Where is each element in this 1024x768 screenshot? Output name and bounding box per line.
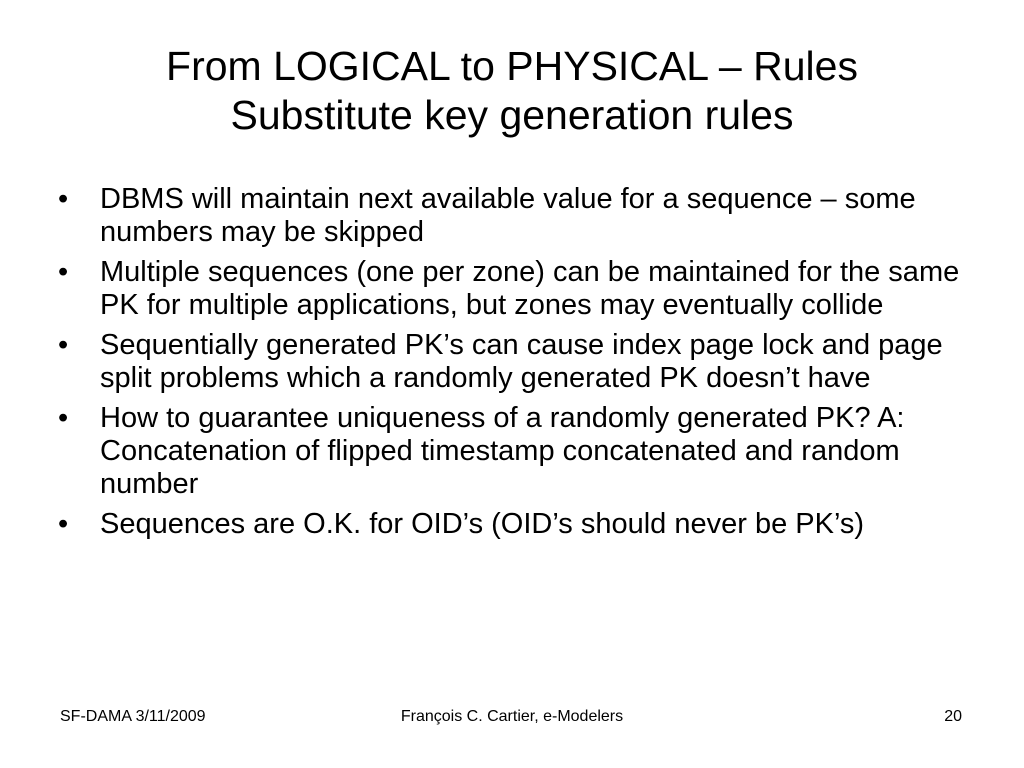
footer-author: François C. Cartier, e-Modelers	[400, 708, 624, 725]
bullet-text: Multiple sequences (one per zone) can be maintained for the same PK for multiple applications, but zones may eventually collide	[100, 256, 960, 321]
slide-title-line-2: Substitute key generation rules	[230, 92, 794, 138]
bullet-list	[58, 183, 978, 548]
bullet-text: How to guarantee uniqueness of a randomly generated PK? A: Concatenation of flipped timestamp concatenated and random number	[100, 402, 905, 500]
bullet-item	[58, 402, 978, 501]
bullet-marker: •	[58, 402, 69, 434]
bullet-item	[58, 256, 978, 322]
bullet-text: DBMS will maintain next available value for a sequence – some numbers may be skipped	[100, 183, 916, 248]
footer-page-number: 20	[944, 708, 962, 725]
slide-title-line-1: From LOGICAL to PHYSICAL – Rules	[166, 43, 858, 89]
bullet-marker: •	[58, 256, 69, 288]
slide-title	[40, 42, 984, 140]
footer-event-date: SF-DAMA 3/11/2009	[60, 708, 206, 725]
bullet-marker: •	[58, 329, 69, 361]
bullet-text: Sequences are O.K. for OID’s (OID’s should never be PK’s)	[100, 508, 865, 540]
bullet-marker: •	[58, 508, 69, 540]
bullet-item	[58, 329, 978, 395]
bullet-item	[58, 183, 978, 249]
bullet-item	[58, 508, 978, 541]
bullet-text: Sequentially generated PK’s can cause index page lock and page split problems which a randomly generated PK doesn’t have	[100, 329, 943, 394]
bullet-marker: •	[58, 183, 69, 215]
